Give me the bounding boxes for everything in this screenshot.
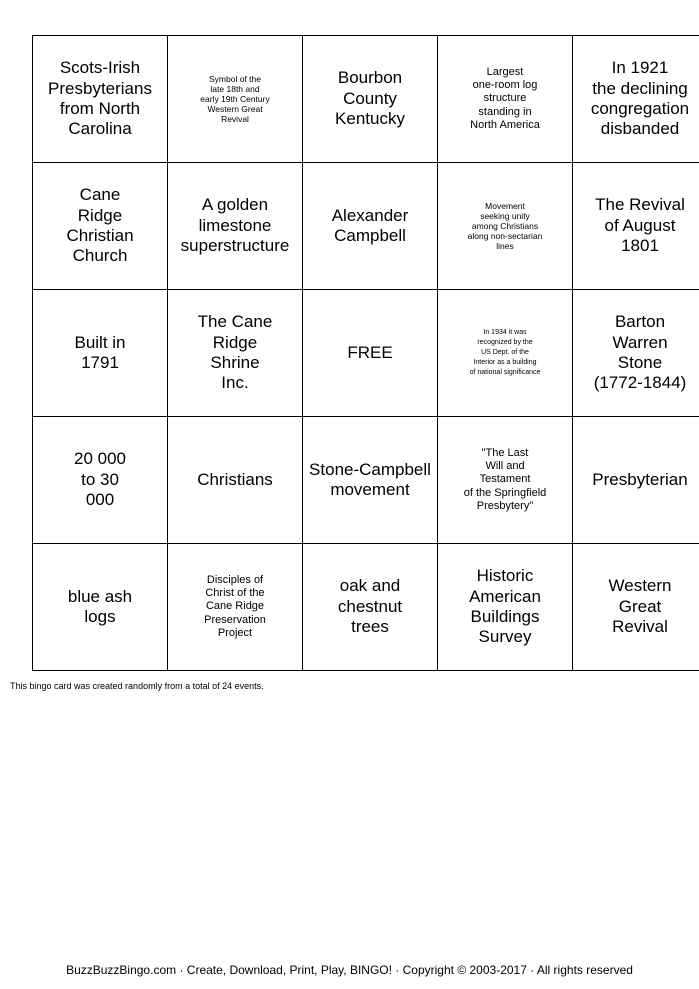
bingo-cell: 20 000 to 30 000 (33, 417, 168, 544)
bingo-cell: blue ash logs (33, 544, 168, 671)
bingo-cell: In 1921 the declining congregation disbanded (573, 36, 699, 163)
bingo-row (33, 290, 699, 417)
bingo-cell: "The Last Will and Testament of the Springfield Presbytery" (438, 417, 573, 544)
free-space-cell: FREE (303, 290, 438, 417)
bingo-cell: Stone-Campbell movement (303, 417, 438, 544)
bingo-cell: Presbyterian (573, 417, 699, 544)
bingo-row (33, 36, 699, 163)
bingo-cell: The Cane Ridge Shrine Inc. (168, 290, 303, 417)
bingo-cell: Cane Ridge Christian Church (33, 163, 168, 290)
bingo-cell: Disciples of Christ of the Cane Ridge Preservation Project (168, 544, 303, 671)
bingo-row (33, 163, 699, 290)
bingo-row (33, 544, 699, 671)
bingo-cell: Bourbon County Kentucky (303, 36, 438, 163)
bingo-cell: Movement seeking unity among Christians along non-sectarian lines (438, 163, 573, 290)
bingo-cell: In 1934 it was recognized by the US Dept. of the Interior as a building of national significance (438, 290, 573, 417)
bingo-card (32, 35, 699, 671)
bingo-cell: Barton Warren Stone (1772-1844) (573, 290, 699, 417)
bingo-cell: Historic American Buildings Survey (438, 544, 573, 671)
site-footer: BuzzBuzzBingo.com · Create, Download, Print, Play, BINGO! · Copyright © 2003-2017 · All rights reserved (66, 963, 633, 977)
bingo-cell: Scots-Irish Presbyterians from North Carolina (33, 36, 168, 163)
bingo-row (33, 417, 699, 544)
bingo-cell: Christians (168, 417, 303, 544)
bingo-cell: Western Great Revival (573, 544, 699, 671)
bingo-cell: Largest one-room log structure standing in North America (438, 36, 573, 163)
bingo-cell: A golden limestone superstructure (168, 163, 303, 290)
bingo-cell: Symbol of the late 18th and early 19th Century Western Great Revival (168, 36, 303, 163)
bingo-cell: The Revival of August 1801 (573, 163, 699, 290)
bingo-cell: oak and chestnut trees (303, 544, 438, 671)
bingo-cell: Alexander Campbell (303, 163, 438, 290)
bingo-cell: Built in 1791 (33, 290, 168, 417)
card-source-note: This bingo card was created randomly from a total of 24 events. (10, 681, 264, 691)
